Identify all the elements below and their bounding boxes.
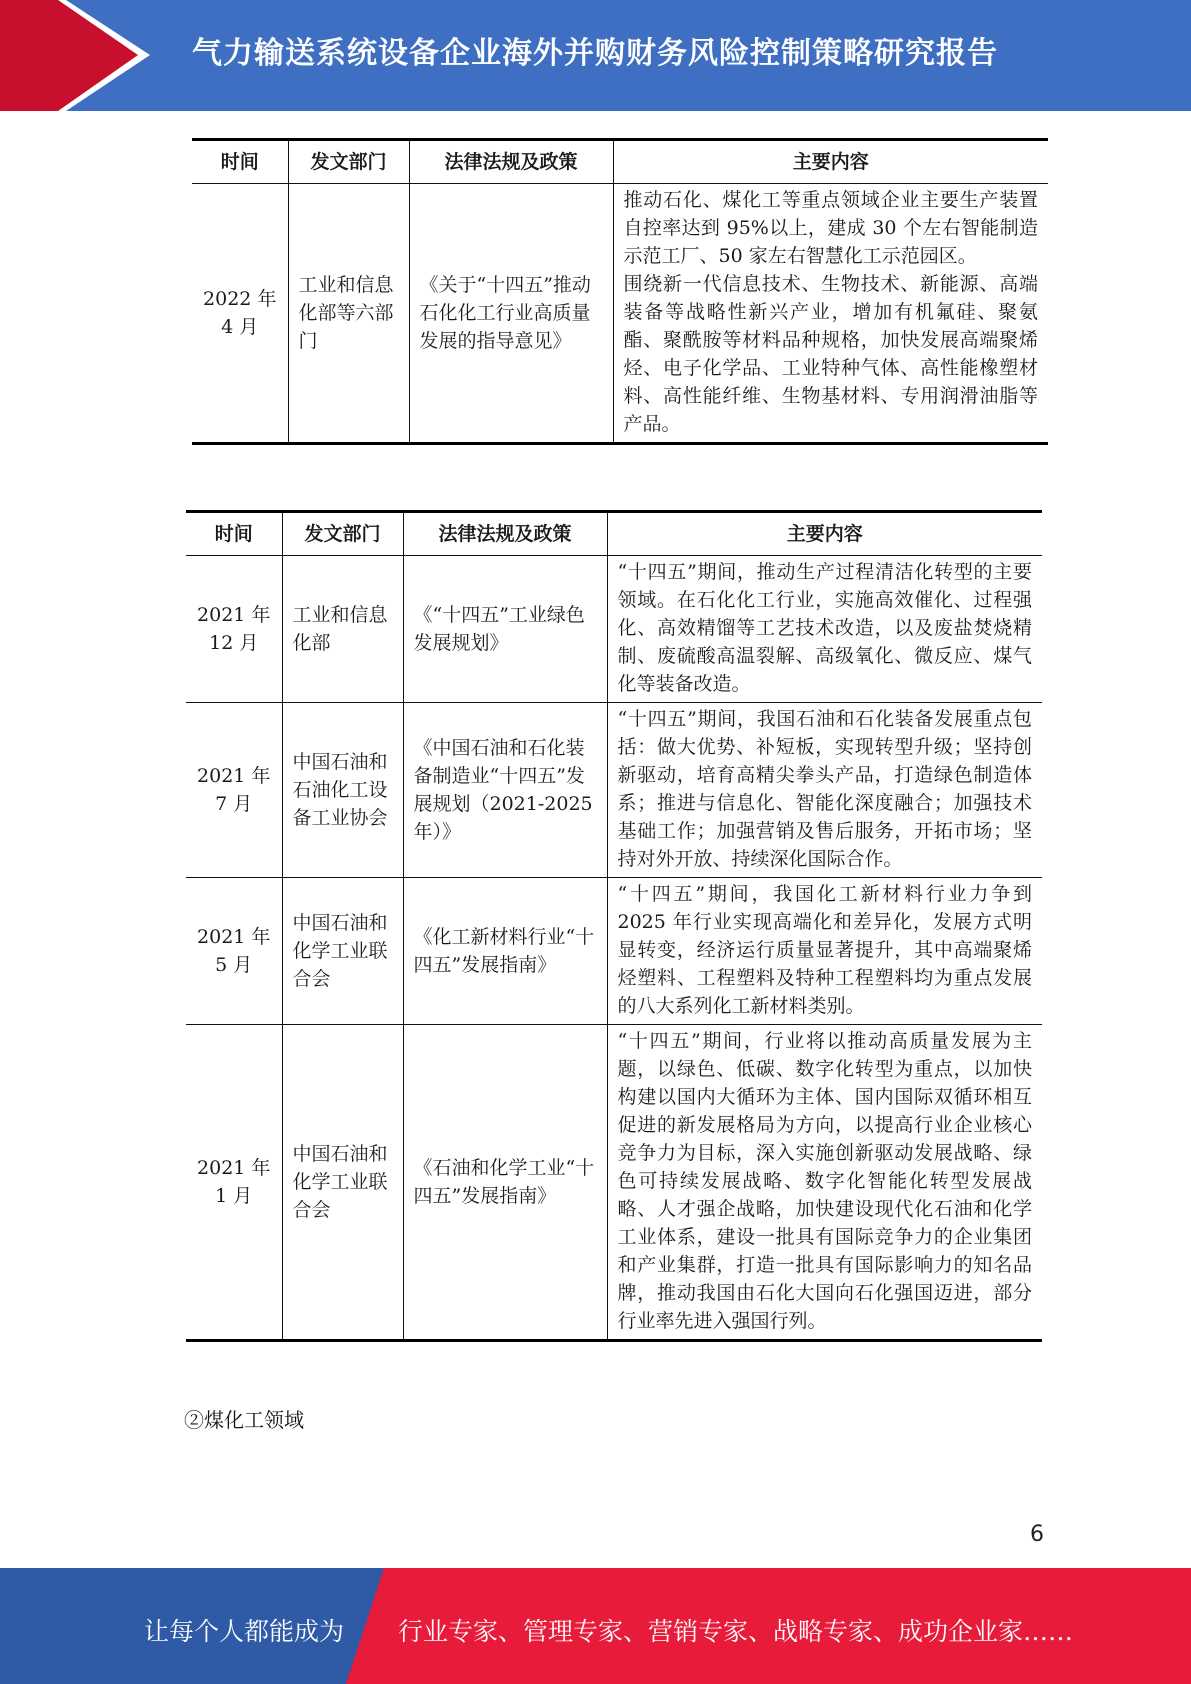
column-header-dept: 发文部门 [288,140,409,184]
cell-law: 《中国石油和石化装备制造业“十四五”发展规划（2021-2025 年）》 [403,703,607,878]
cell-law: 《关于“十四五”推动石化化工行业高质量发展的指导意见》 [409,184,613,444]
cell-dept: 中国石油和石油化工设备工业协会 [282,703,403,878]
header-chevron-icon [0,0,160,111]
table-row [186,1025,1042,1341]
cell-content: “十四五”期间，推动生产过程清洁化转型的主要领域。在石化化工行业，实施高效催化、过程强化、高效精馏等工艺技术改造，以及废盐焚烧精制、废硫酸高温裂解、高级氧化、微反应、煤气化等装备改造。 [607,556,1042,703]
column-header-time: 时间 [192,140,288,184]
cell-content: 推动石化、煤化工等重点领域企业主要生产装置自控率达到 95%以上，建成 30 个左右智能制造示范工厂、50 家左右智慧化工示范园区。 围绕新一代信息技术、生物技术、新能源、高端装备等战略性新兴产业，增加有机氟硅、聚氨酯、聚酰胺等材料品种规格，加快发展高端聚烯烃、电子化学品、工业特种气体、高性能橡塑材料、高性能纤维、生物基材料、专用润滑油脂等产品。 [613,184,1048,444]
column-header-law: 法律法规及政策 [409,140,613,184]
cell-content: “十四五”期间，我国石油和石化装备发展重点包括：做大优势、补短板，实现转型升级；坚持创新驱动，培育高精尖拳头产品，打造绿色制造体系；推进与信息化、智能化深度融合；加强技术基础工作；加强营销及售后服务，开拓市场；坚持对外开放、持续深化国际合作。 [607,703,1042,878]
cell-dept: 中国石油和化学工业联合会 [282,1025,403,1341]
cell-dept: 工业和信息化部等六部门 [288,184,409,444]
page-footer [0,1568,1191,1684]
cell-law: 《化工新材料行业“十四五”发展指南》 [403,878,607,1025]
cell-law: 《石油和化学工业“十四五”发展指南》 [403,1025,607,1341]
policy-table-1 [192,138,1048,445]
column-header-time: 时间 [186,512,282,556]
section-note: ②煤化工领域 [184,1408,304,1432]
table-header-row [186,512,1042,556]
column-header-content: 主要内容 [613,140,1048,184]
table-row [186,703,1042,878]
cell-content: “十四五”期间，行业将以推动高质量发展为主题，以绿色、低碳、数字化转型为重点，以加快构建以国内大循环为主体、国内国际双循环相互促进的新发展格局为方向，以提高行业企业核心竞争力为目标，深入实施创新驱动发展战略、绿色可持续发展战略、数字化智能化转型发展战略、人才强企战略，加快建设现代化石油和化学工业体系，建设一批具有国际竞争力的企业集团和产业集群，打造一批具有国际影响力的知名品牌，推动我国由石化大国向石化强国迈进，部分行业率先进入强国行列。 [607,1025,1042,1341]
column-header-law: 法律法规及政策 [403,512,607,556]
column-header-dept: 发文部门 [282,512,403,556]
cell-date: 2021 年 1 月 [186,1025,282,1341]
column-header-content: 主要内容 [607,512,1042,556]
footer-slogan-right: 行业专家、管理专家、营销专家、战略专家、成功企业家…… [398,1617,1074,1646]
page-number: 6 [1030,1522,1044,1547]
cell-dept: 工业和信息化部 [282,556,403,703]
cell-date: 2021 年 7 月 [186,703,282,878]
policy-table-2 [186,510,1042,1342]
table-row [192,184,1048,444]
page-header [0,0,1191,111]
cell-date: 2021 年 5 月 [186,878,282,1025]
cell-date: 2021 年 12 月 [186,556,282,703]
cell-date: 2022 年 4 月 [192,184,288,444]
table-row [186,878,1042,1025]
table-header-row [192,140,1048,184]
report-title: 气力输送系统设备企业海外并购财务风险控制策略研究报告 [192,36,998,71]
footer-slogan-left: 让每个人都能成为 [144,1617,345,1646]
cell-content: “十四五”期间，我国化工新材料行业力争到 2025 年行业实现高端化和差异化，发展方式明显转变，经济运行质量显著提升，其中高端聚烯烃塑料、工程塑料及特种工程塑料均为重点发展的八大系列化工新材料类别。 [607,878,1042,1025]
cell-dept: 中国石油和化学工业联合会 [282,878,403,1025]
table-row [186,556,1042,703]
cell-law: 《“十四五”工业绿色发展规划》 [403,556,607,703]
